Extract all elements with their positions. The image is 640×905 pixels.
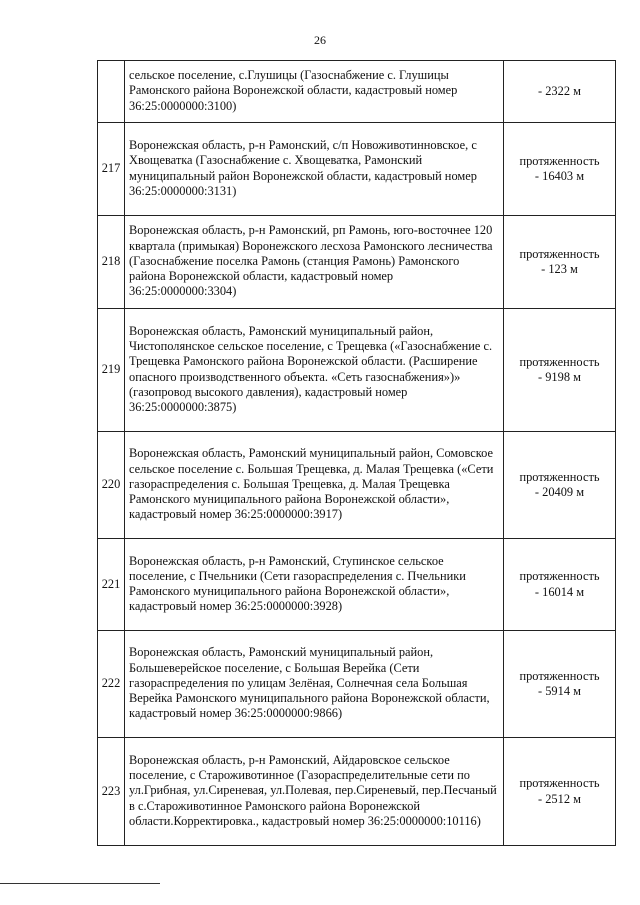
object-extent — [504, 738, 616, 846]
extent-label: протяженность — [519, 246, 600, 261]
object-extent — [504, 631, 616, 738]
extent-label: протяженность — [519, 153, 600, 168]
row-number: 217 — [98, 123, 125, 216]
object-description: Воронежская область, Рамонский муниципальный район, Чистополянское сельское поселение, с Трещевка («Газоснабжение с. Трещевка Рамонского района Воронежской области. (Расширение опасного производственного объекта. «Сеть газоснабжения»)» (газопровод высокого давления), кадастровый номер 36:25:0000000:3875) — [125, 309, 504, 432]
row-number: 218 — [98, 216, 125, 309]
object-description: Воронежская область, Рамонский муниципальный район, Сомовское сельское поселение с. Большая Трещевка, д. Малая Трещевка («Сети газораспределения с. Большая Трещевка, д. Малая Трещевка Рамонского муниципального района Воронежской области», кадастровый номер 36:25:0000000:3917) — [125, 432, 504, 539]
object-description: сельское поселение, с.Глушицы (Газоснабжение с. Глушицы Рамонского района Воронежской области, кадастровый номер 36:25:0000000:3100) — [125, 61, 504, 123]
object-description: Воронежская область, р-н Рамонский, Ступинское сельское поселение, с Пчельники (Сети газораспределения с. Пчельники Рамонского муниципального района Воронежской области», кадастровый номер 36:25:0000000:3928) — [125, 539, 504, 631]
table-row — [98, 216, 616, 309]
extent-value: - 16014 м — [534, 584, 585, 599]
row-number: 222 — [98, 631, 125, 738]
extent-value: - 5914 м — [538, 684, 581, 698]
table-row — [98, 432, 616, 539]
extent-value: - 123 м — [541, 262, 578, 276]
row-number: 220 — [98, 432, 125, 539]
row-number — [98, 61, 125, 123]
object-description: Воронежская область, р-н Рамонский, Айдаровское сельское поселение, с Староживотинное (Газораспределительные сети по ул.Грибная, ул.Сиреневая, ул.Полевая, пер.Сиреневый, пер.Песчаный в с.Староживотинное Рамонского района Воронежской области.Корректировка., кадастровый номер 36:25:0000000:10116) — [125, 738, 504, 846]
row-number: 221 — [98, 539, 125, 631]
object-extent — [504, 123, 616, 216]
table-row — [98, 123, 616, 216]
object-extent — [504, 432, 616, 539]
footnote-divider — [0, 883, 160, 884]
extent-value: - 20409 м — [534, 485, 585, 499]
extent-value: - 2512 м — [538, 791, 581, 806]
row-number: 219 — [98, 309, 125, 432]
table-row — [98, 61, 616, 123]
table-row — [98, 738, 616, 846]
table-row — [98, 539, 616, 631]
object-extent — [504, 61, 616, 123]
object-description: Воронежская область, р-н Рамонский, рп Рамонь, юго-восточнее 120 квартала (примыкая) Воронежского лесхоза Рамонского лесничества (Газоснабжение поселка Рамонь (станция Рамонь) Рамонского района Воронежской области, кадастровый номер 36:25:0000000:3304) — [125, 216, 504, 309]
property-registry-table — [97, 60, 616, 846]
extent-value: - 2322 м — [538, 83, 581, 98]
object-extent — [504, 309, 616, 432]
object-extent — [504, 539, 616, 631]
row-number: 223 — [98, 738, 125, 846]
extent-value: - 16403 м — [534, 169, 585, 183]
extent-value: - 9198 м — [538, 370, 581, 384]
object-extent — [504, 216, 616, 309]
table-row — [98, 631, 616, 738]
extent-label: протяженность — [519, 354, 600, 369]
object-description: Воронежская область, Рамонский муниципальный район, Большеверейское поселение, с Большая Верейка (Сети газораспределения по улицам Зелёная, Солнечная села Большая Верейка Рамонского муниципального района Воронежской области, кадастровый номер 36:25:0000000:9866) — [125, 631, 504, 738]
table-row — [98, 309, 616, 432]
object-description: Воронежская область, р-н Рамонский, с/п Новоживотинновское, с Хвощеватка (Газоснабжение с. Хвощеватка, Рамонский муниципальный район Воронежской области, кадастровый номер 36:25:0000000:3131) — [125, 123, 504, 216]
page-number: 26 — [314, 33, 326, 47]
extent-label: протяженность — [519, 776, 600, 791]
extent-label: протяженность — [519, 469, 600, 484]
extent-label: протяженность — [519, 569, 600, 584]
extent-label: протяженность — [519, 668, 600, 683]
